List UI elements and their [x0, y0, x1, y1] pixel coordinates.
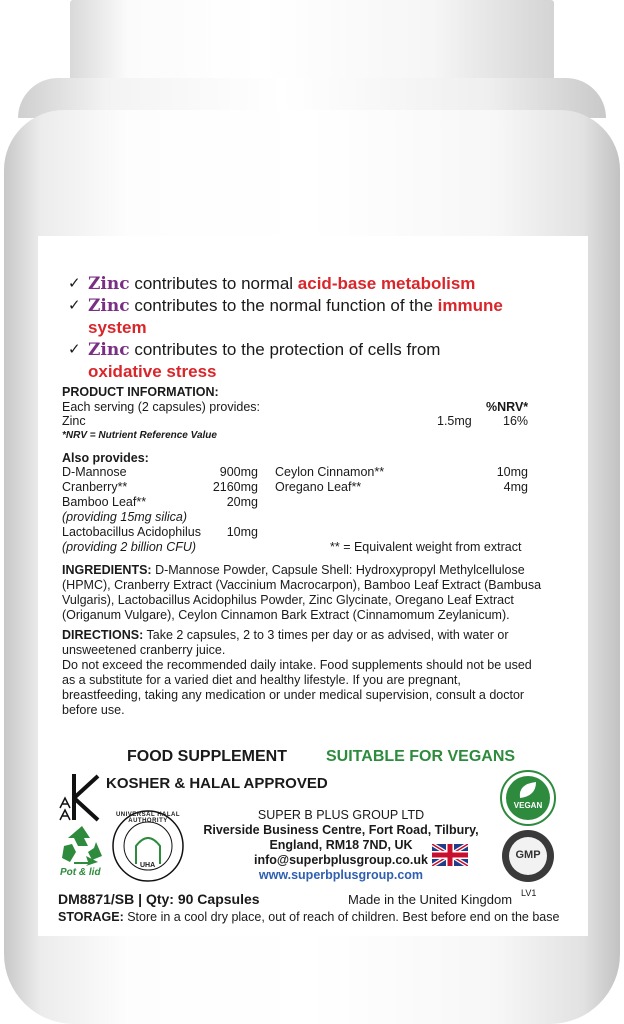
label-version: LV1 [521, 888, 537, 898]
made-in-uk: Made in the United Kingdom [348, 892, 513, 907]
company-block: SUPER B PLUS GROUP LTD Riverside Business Centre, Fort Road, Tilbury, England, RM18 7ND, UK info@superbplusgroup.co.uk www.superbplusgroup.com [203, 808, 479, 882]
leaf-icon [516, 780, 540, 800]
serving-text: Each serving (2 capsules) provides: [62, 400, 261, 414]
storage: STORAGE: Store in a cool dry place, out of reach of children. Best before end on the base [58, 910, 560, 924]
nrv-note: *NRV = Nutrient Reference Value [62, 430, 217, 441]
nrv-header: %NRV* [486, 400, 529, 414]
product-info-heading: PRODUCT INFORMATION: [62, 385, 219, 399]
also-right-table: Ceylon Cinnamon** 10mg Oregano Leaf** 4mg [275, 465, 528, 494]
kosher-halal-text: KOSHER & HALAL APPROVED [106, 775, 328, 792]
also-left-table: D-Mannose 900mg Cranberry** 2160mg Bamboo Leaf** 20mg (providing 15mg silica) Lactobacillus Acidophilus 10mg (providing 2 billion CFU) [62, 465, 258, 554]
bottle-cap [70, 0, 554, 80]
claim-3: ✓ Zinc contributes to the protection of cells from oxidative stress [68, 340, 441, 381]
halal-seal-text: UNIVERSAL HALAL AUTHORITY [115, 812, 181, 824]
directions: DIRECTIONS: Take 2 capsules, 2 to 3 times per day or as advised, with water or unsweetened cranberry juice. Do not exceed the recommended daily intake. Food supplements should not be used as a substitute for a varied diet and healthy lifestyle. If you are pregnant, breastfeeding, taking any medication or under medical supervision, consult a doctor before use. [62, 628, 532, 717]
equivalent-note: ** = Equivalent weight from extract [330, 540, 522, 554]
also-provides-heading: Also provides: [62, 451, 149, 465]
claim-2: ✓ Zinc contributes to the normal function of the immune system [68, 296, 503, 337]
zinc-row-amount: 1.5mg [437, 414, 472, 428]
vegan-badge: VEGAN [500, 770, 556, 826]
zinc-row-nrv: 16% [503, 414, 529, 428]
zinc-row-name: Zinc [62, 414, 86, 428]
product-code: DM8871/SB | Qty: 90 Capsules [58, 891, 260, 907]
uha-text: UHA [140, 862, 156, 869]
uk-flag-icon [432, 844, 468, 866]
pot-lid-label: Pot & lid [60, 867, 101, 878]
food-supplement-title: FOOD SUPPLEMENT [127, 748, 288, 765]
gmp-badge: GMP [502, 830, 554, 882]
recycle-icon [58, 822, 106, 866]
claim-1: ✓ Zinc contributes to normal acid-base metabolism [68, 274, 476, 294]
kosher-k-logo [58, 770, 102, 824]
ingredients: INGREDIENTS: D-Mannose Powder, Capsule Shell: Hydroxypropyl Methylcellulose (HPMC), Cranberry Extract (Vaccinium Macrocarpon), Bamboo Leaf Extract (Bambusa Vulgaris), Lactobacillus Acidophilus Powder, Zinc Glycinate, Oregano Leaf Extract (Origanum Vulgare), Ceylon Cinnamon Bark Extract (Cinnamomum Zeylanicum). [62, 563, 542, 622]
suitable-for-vegans: SUITABLE FOR VEGANS [326, 748, 516, 765]
